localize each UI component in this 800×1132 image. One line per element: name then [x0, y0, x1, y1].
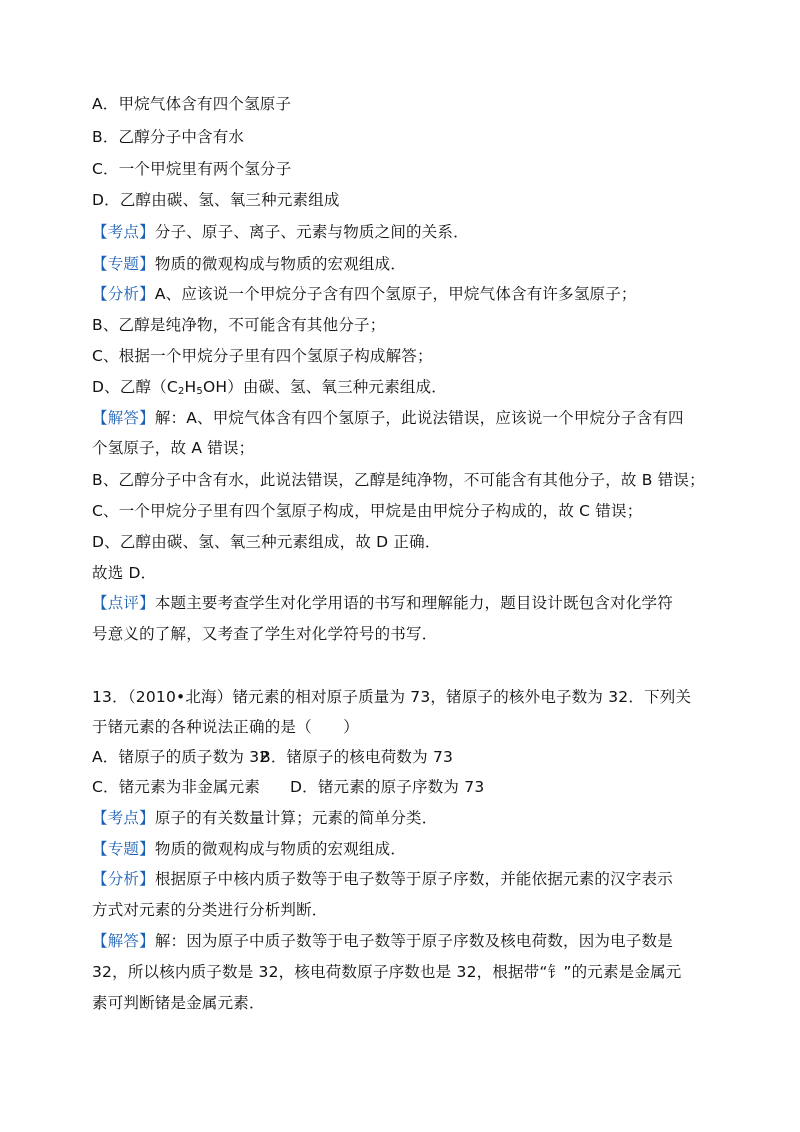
q13-option-c: C．锗元素为非金属元素 — [92, 778, 261, 796]
q13-jieda-line3: 素可判断锗是金属元素． — [92, 994, 265, 1012]
fenxi-tag: 【分析】 — [92, 285, 155, 303]
q12-jieda-line5: D、乙醇由碳、氢、氧三种元素组成，故 D 正确． — [92, 533, 441, 551]
q12-jieda: 【解答】解：A、甲烷气体含有四个氢原子，此说法错误，应该说一个甲烷分子含有四 — [92, 409, 684, 427]
fenxi-tag: 【分析】 — [92, 870, 155, 888]
jieda-tag: 【解答】 — [92, 932, 155, 950]
q12-dianping: 【点评】本题主要考查学生对化学用语的书写和理解能力，题目设计既包含对化学符 — [92, 594, 673, 612]
q12-fenxi: 【分析】A、应该说一个甲烷分子含有四个氢原子，甲烷气体含有许多氢原子； — [92, 285, 637, 303]
kaodian-tag: 【考点】 — [92, 809, 155, 827]
q12-answer: 故选 D． — [92, 564, 157, 582]
q12-option-c: C．一个甲烷里有两个氢分子 — [92, 160, 292, 178]
q13-zhuanti: 【专题】物质的微观构成与物质的宏观组成． — [92, 840, 407, 858]
q13-options-row1 — [92, 746, 692, 768]
kaodian-tag: 【考点】 — [92, 223, 155, 241]
q12-zhuanti: 【专题】物质的微观构成与物质的宏观组成． — [92, 255, 407, 273]
q12-fenxi-line3: C、根据一个甲烷分子里有四个氢原子构成解答； — [92, 347, 433, 365]
q13-fenxi-line2: 方式对元素的分类进行分析判断． — [92, 901, 328, 919]
q13-option-a: A．锗原子的质子数为 32 — [92, 748, 270, 766]
q12-jieda-line3: B、乙醇分子中含有水，此说法错误，乙醇是纯净物，不可能含有其他分子，故 B 错误； — [92, 471, 705, 489]
q12-fenxi-line2: B、乙醇是纯净物，不可能含有其他分子； — [92, 316, 386, 334]
q12-option-b: B．乙醇分子中含有水 — [92, 128, 245, 146]
zhuanti-tag: 【专题】 — [92, 255, 155, 273]
q13-stem-line1: 13．（2010•北海）锗元素的相对原子质量为 73，锗原子的核外电子数为 32．下列关 — [92, 688, 692, 706]
q13-jieda: 【解答】解：因为原子中质子数等于电子数等于原子序数及核电荷数，因为电子数是 — [92, 932, 673, 950]
q13-kaodian: 【考点】原子的有关数量计算；元素的简单分类． — [92, 809, 438, 827]
zhuanti-tag: 【专题】 — [92, 840, 155, 858]
q13-stem-line2: 于锗元素的各种说法正确的是（ ） — [92, 718, 359, 736]
q13-jieda-line2: 32，所以核内质子数是 32，核电荷数原子序数也是 32，根据带“钅”的元素是金属元 — [92, 963, 682, 981]
q13-fenxi: 【分析】根据原子中核内质子数等于电子数等于原子序数，并能依据元素的汉字表示 — [92, 870, 673, 888]
q13-option-b: B．锗原子的核电荷数为 73 — [260, 748, 454, 766]
dianping-tag: 【点评】 — [92, 594, 155, 612]
q13-options-row2 — [92, 776, 692, 798]
q12-jieda-line4: C、一个甲烷分子里有四个氢原子构成，甲烷是由甲烷分子构成的，故 C 错误； — [92, 502, 643, 520]
jieda-tag: 【解答】 — [92, 409, 155, 427]
q12-kaodian: 【考点】分子、原子、离子、元素与物质之间的关系． — [92, 223, 469, 241]
q13-option-d: D．锗元素的原子序数为 73 — [290, 778, 485, 796]
q12-dianping-line2: 号意义的了解，又考查了学生对化学符号的书写． — [92, 625, 438, 643]
q12-option-d: D．乙醇由碳、氢、氧三种元素组成 — [92, 191, 340, 209]
q12-jieda-line2: 个氢原子，故 A 错误； — [92, 439, 255, 457]
q12-fenxi-line4: D、乙醇$(C_2H_5OH)$由碳、氢、氧三种元素组成． — [92, 378, 448, 397]
q12-option-a: A．甲烷气体含有四个氢原子 — [92, 95, 292, 113]
